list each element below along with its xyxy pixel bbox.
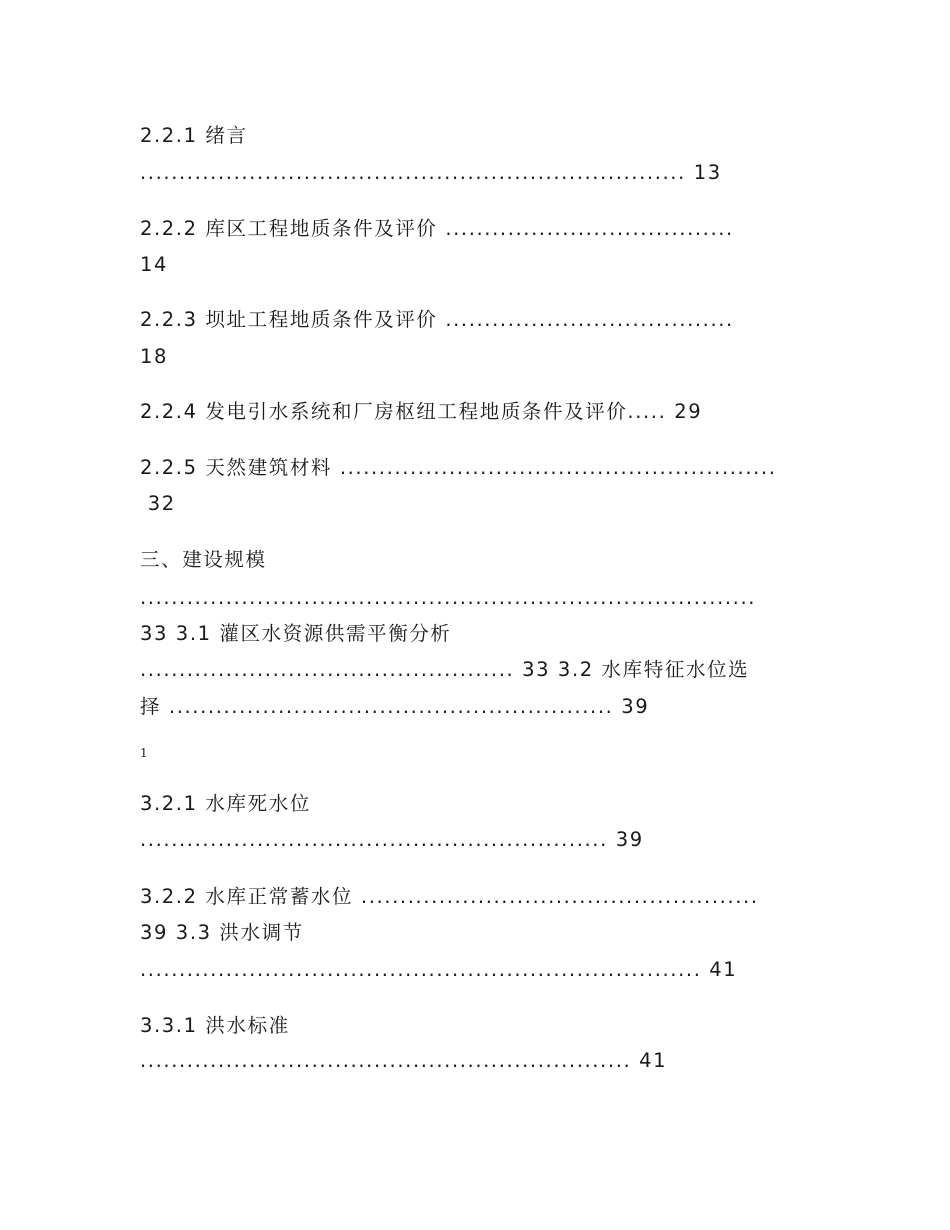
toc-entry-2-2-4: 2.2.4 发电引水系统和厂房枢纽工程地质条件及评价..... 29: [140, 400, 703, 423]
toc-entry-3-2: ................................................ 33 3.2 水库特征水位选: [140, 658, 750, 681]
toc-entry-3-2-cont: 择 ......................................................... 39: [140, 695, 650, 718]
toc-entry-2-2-3-title: 2.2.3 坝址工程地质条件及评价 .....................................: [140, 308, 734, 331]
toc-entry-chapter-3-title: 三、建设规模: [140, 548, 267, 571]
toc-entry-2-2-2-title: 2.2.2 库区工程地质条件及评价 .....................................: [140, 217, 734, 240]
toc-entry-2-2-3-page: 18: [140, 345, 169, 368]
page-number: 1: [140, 746, 148, 760]
toc-entry-3-2-1-title: 3.2.1 水库死水位: [140, 792, 311, 815]
toc-entry-3-2-1-leader: ............................................................ 39: [140, 828, 644, 851]
toc-entry-3-3: 39 3.3 洪水调节: [140, 921, 304, 944]
toc-entry-3-3-leader: ........................................................................ 41: [140, 958, 738, 981]
toc-entry-3-3-1-title: 3.3.1 洪水标准: [140, 1014, 290, 1037]
toc-entry-2-2-1-leader: ...................................................................... 13: [140, 161, 722, 184]
toc-entry-3-2-2: 3.2.2 水库正常蓄水位 ...................................................: [140, 885, 759, 908]
toc-entry-2-2-5-page: 32: [140, 492, 176, 515]
toc-entry-2-2-2-page: 14: [140, 253, 169, 276]
toc-entry-2-2-1-title: 2.2.1 绪言: [140, 124, 248, 147]
toc-entry-2-2-5-title: 2.2.5 天然建筑材料 ........................................................: [140, 456, 777, 479]
toc-entry-chapter-3-leader: ...............................................................................: [140, 586, 757, 609]
toc-entry-3-1: 33 3.1 灌区水资源供需平衡分析: [140, 622, 452, 645]
toc-entry-3-3-1-leader: ............................................................... 41: [140, 1049, 668, 1072]
